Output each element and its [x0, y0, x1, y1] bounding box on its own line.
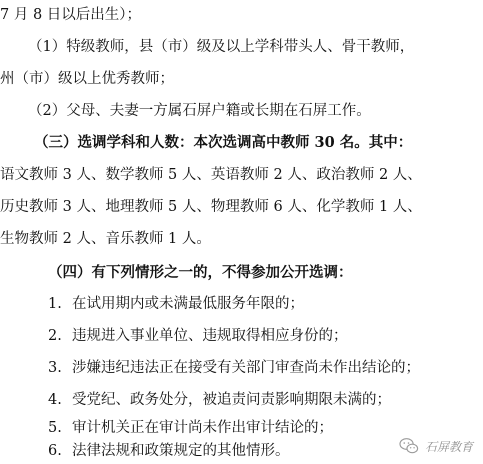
list-item-2 — [0, 323, 483, 349]
text-line-4: （2）父母、夫妻一方属石屏户籍或长期在石屏工作。 — [28, 103, 371, 119]
list-item-text: 法律法规和政策规定的其他情形。 — [72, 443, 290, 459]
list-item-number: 2. — [48, 328, 62, 344]
wechat-icon — [399, 437, 419, 455]
list-item-text: 审计机关正在审计尚未作出审计结论的； — [72, 420, 333, 436]
text-line-7: 历史教师 3 人、地理教师 5 人、物理教师 6 人、化学教师 1 人、 — [0, 199, 422, 215]
list-item-number: 1. — [48, 296, 62, 312]
list-item-text: 涉嫌违纪违法正在接受有关部门审查尚未作出结论的； — [72, 360, 420, 376]
list-item-number: 4. — [48, 392, 62, 408]
text-line-2: （1）特级教师，县（市）级及以上学科带头人、骨干教师， — [28, 39, 415, 55]
list-item-4 — [0, 387, 483, 413]
list-item-number: 5. — [48, 420, 62, 436]
text-line-1: 7 月 8 日以后出生）； — [0, 7, 142, 23]
list-item-text: 违规进入事业单位、违规取得相应身份的； — [72, 328, 348, 344]
text-line-8: 生物教师 2 人、音乐教师 1 人。 — [0, 231, 211, 247]
text-line-6: 语文教师 3 人、数学教师 5 人、英语教师 2 人、政治教师 2 人、 — [0, 167, 422, 183]
list-item-1 — [0, 291, 483, 317]
watermark-text: 石屏教育 — [424, 439, 473, 454]
section-heading-3: （三）选调学科和人数：本次选调高中教师 30 名。其中： — [34, 134, 413, 151]
text-line-3: 州（市）级以上优秀教师； — [0, 71, 174, 87]
list-item-3 — [0, 355, 483, 381]
section-heading-4: （四）有下列情形之一的，不得参加公开选调： — [48, 264, 353, 281]
watermark — [399, 437, 473, 455]
list-item-text: 在试用期内或未满最低服务年限的； — [72, 296, 304, 312]
list-item-text: 受党纪、政务处分，被追责问责影响期限未满的； — [72, 392, 391, 408]
list-item-number: 3. — [48, 360, 62, 376]
list-item-number: 6. — [48, 443, 62, 459]
